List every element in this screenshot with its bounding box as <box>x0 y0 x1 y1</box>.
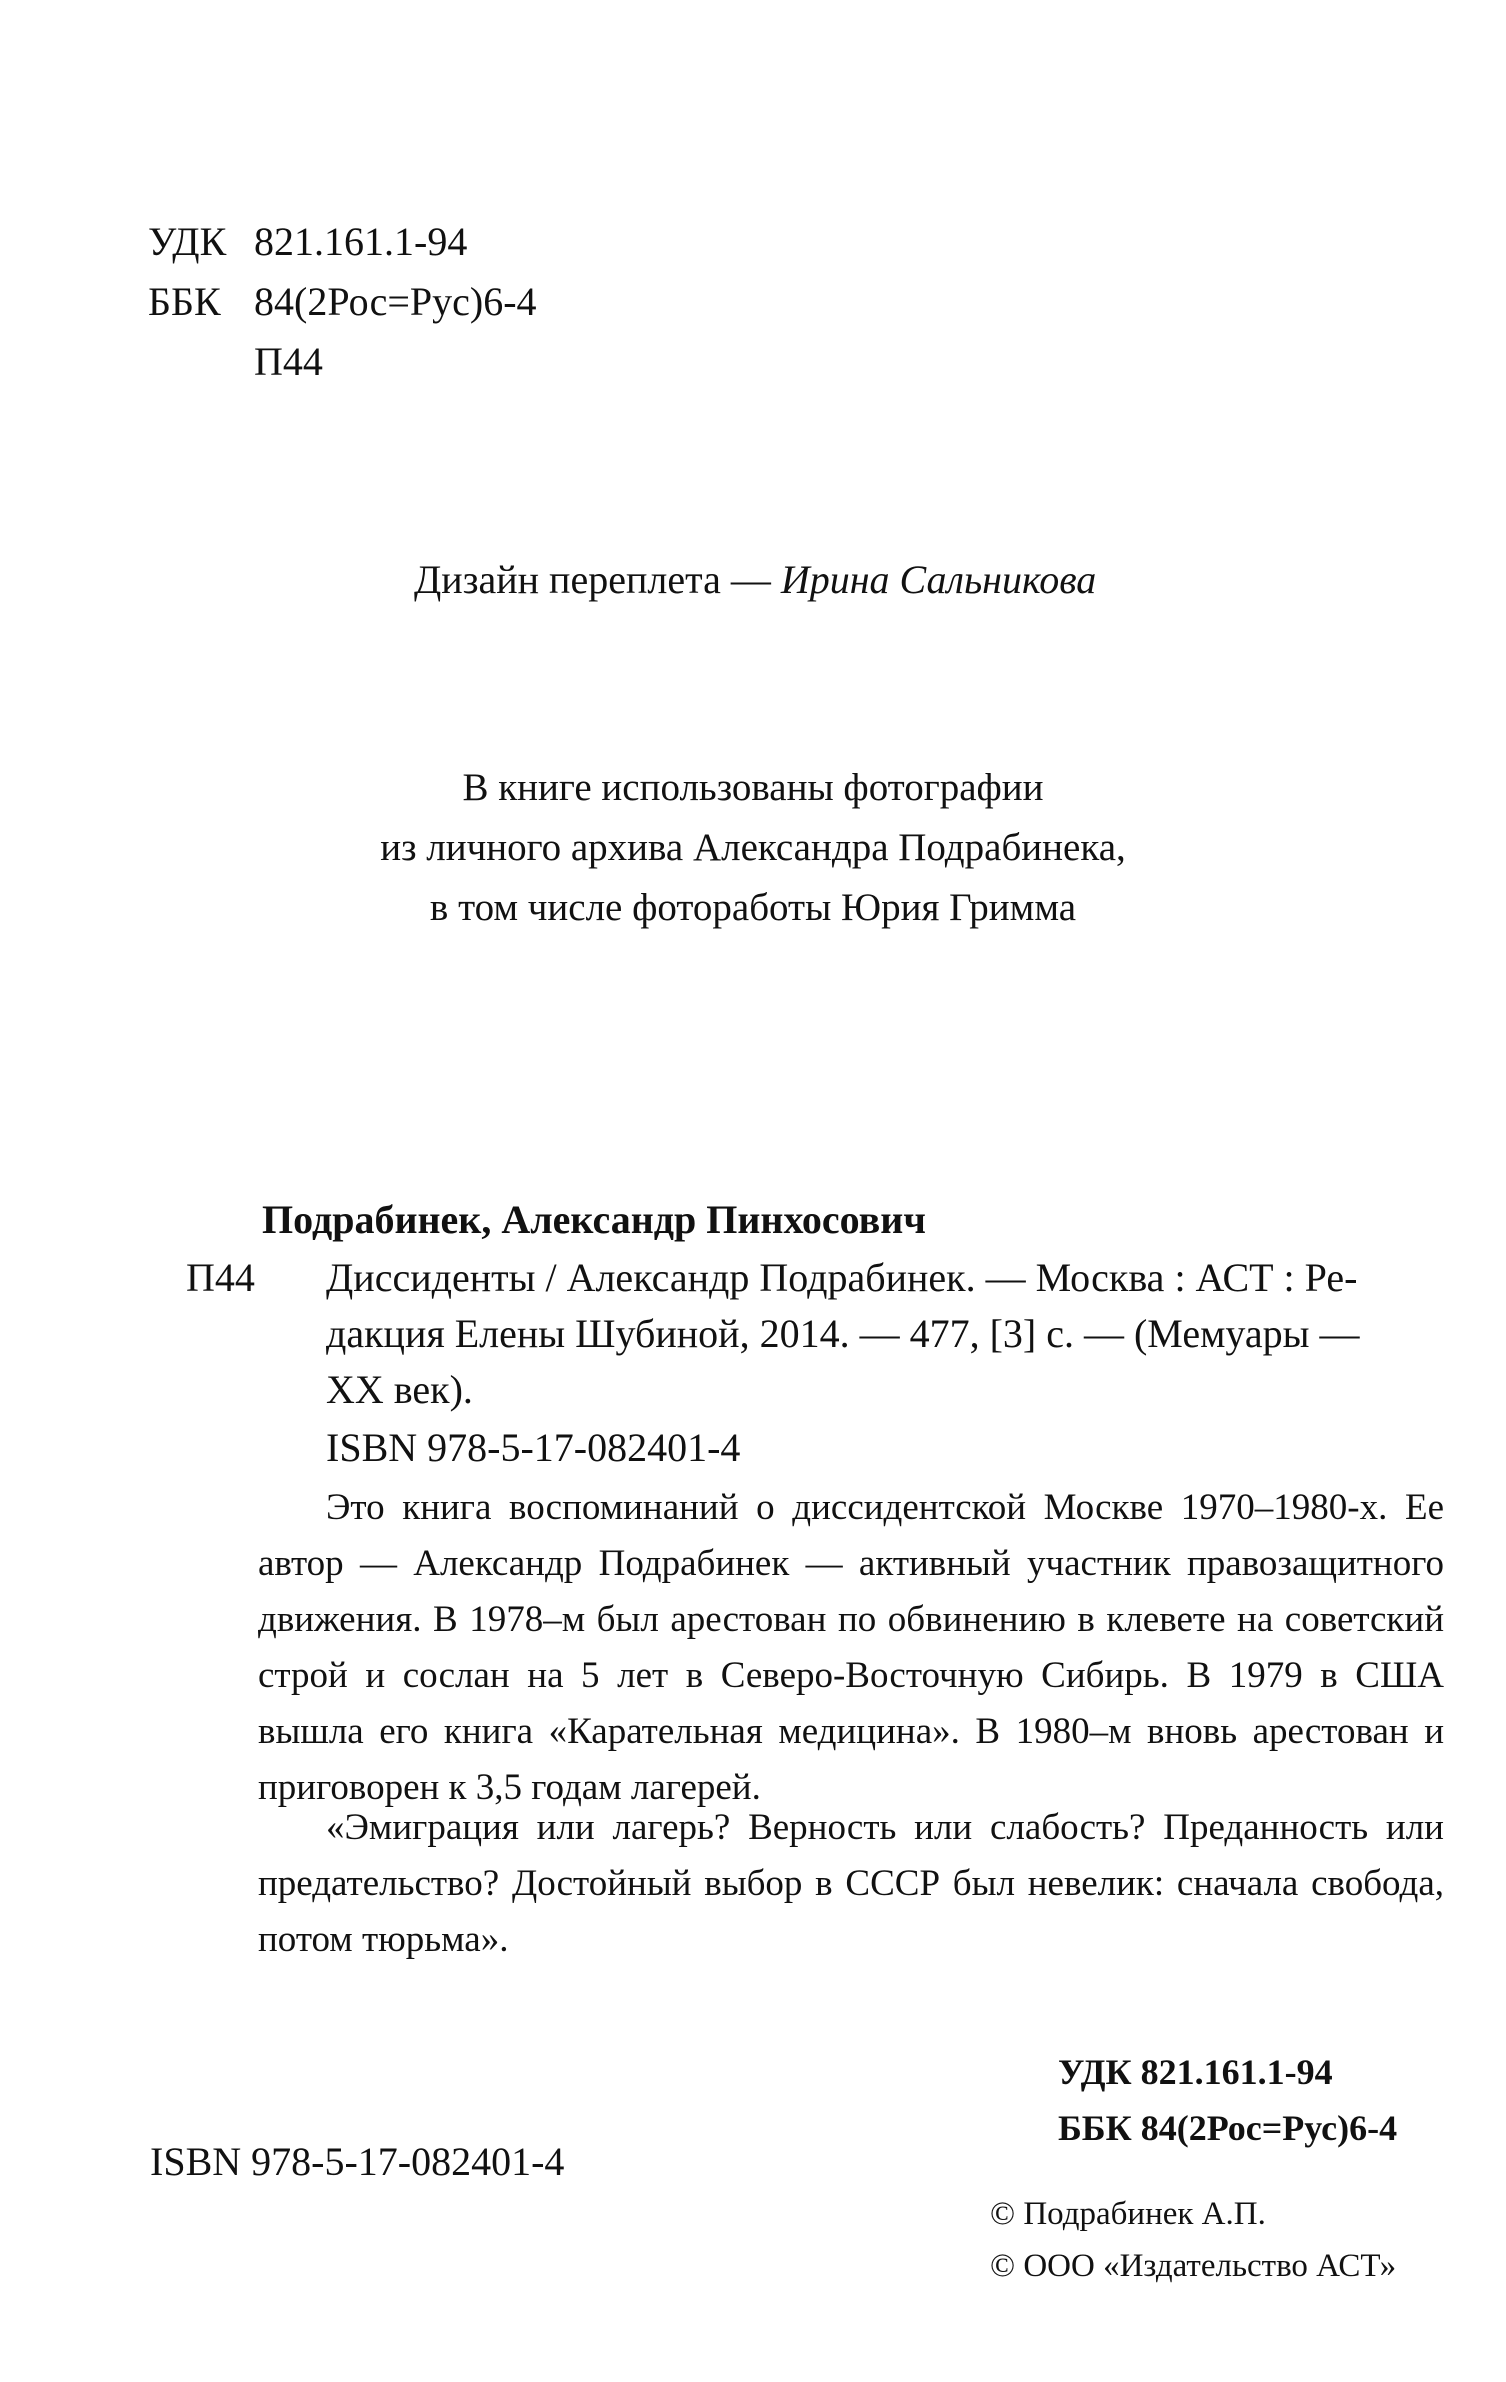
photo-note <box>0 758 1506 938</box>
photo-note-line-2: из личного архива Александра Подрабинека, <box>380 826 1126 869</box>
cover-design-credit <box>414 556 1096 603</box>
photo-note-line-3: в том числе фотоработы Юрия Гримма <box>429 886 1077 929</box>
bbk-label: ББК <box>148 279 221 324</box>
record-isbn: ISBN 978-5-17-082401-4 <box>326 1425 741 1470</box>
udk-value: 821.161.1-94 <box>254 219 468 264</box>
record-line-2: дакция Елены Шубиной, 2014. — 477, [3] с. — (Мемуары — <box>326 1311 1360 1356</box>
footer-isbn: ISBN 978-5-17-082401-4 <box>150 2139 565 2184</box>
copyright-block <box>990 2188 1396 2292</box>
copyright-publisher: © ООО «Издательство АСТ» <box>990 2248 1397 2284</box>
record-mark: П44 <box>186 1255 255 1300</box>
footer-bbk: ББК 84(2Рос=Рус)6-4 <box>1058 2108 1398 2148</box>
copyright-author: © Подрабинек А.П. <box>990 2196 1266 2232</box>
footer-udk: УДК 821.161.1-94 <box>1058 2052 1333 2092</box>
bbk-line <box>148 272 537 332</box>
annotation-paragraph-1: Это книга воспоминаний о диссидентской Москве 1970–1980-х. Ее автор — Александр Подрабинек — активный участник правозащитного движения. В 1978–м был арестован по обвинению в клевете на советский строй и сослан на 5 лет в Северо-Восточную Сибирь. В 1979 в США вышла его книга «Карательная медицина». В 1980–м вновь арестован и приговорен к 3,5 годам лагерей. <box>258 1487 1444 1808</box>
record-description <box>326 1250 1360 1418</box>
cover-designer-name: Ирина Сальникова <box>780 557 1097 602</box>
cover-design-label: Дизайн переплета — <box>414 557 771 602</box>
bbk-value: 84(2Рос=Рус)6-4 <box>254 279 537 324</box>
udk-label: УДК <box>148 219 227 264</box>
record-author: Подрабинек, Александр Пинхосович <box>262 1197 926 1242</box>
record-line-1: Диссиденты / Александр Подрабинек. — Москва : АСТ : Ре- <box>326 1255 1358 1300</box>
author-mark-line <box>148 332 537 392</box>
annotation-paragraph-2: «Эмиграция или лагерь? Верность или слабость? Преданность или предательство? Достойный выбор в СССР был невелик: сначала свобода, потом тюрьма». <box>258 1807 1444 1960</box>
author-mark: П44 <box>254 339 323 384</box>
photo-note-line-1: В книге использованы фотографии <box>462 766 1044 809</box>
header-codes <box>148 212 537 392</box>
footer-codes <box>1058 2044 1397 2156</box>
udk-line <box>148 212 537 272</box>
record-line-3: XX век). <box>326 1367 473 1412</box>
